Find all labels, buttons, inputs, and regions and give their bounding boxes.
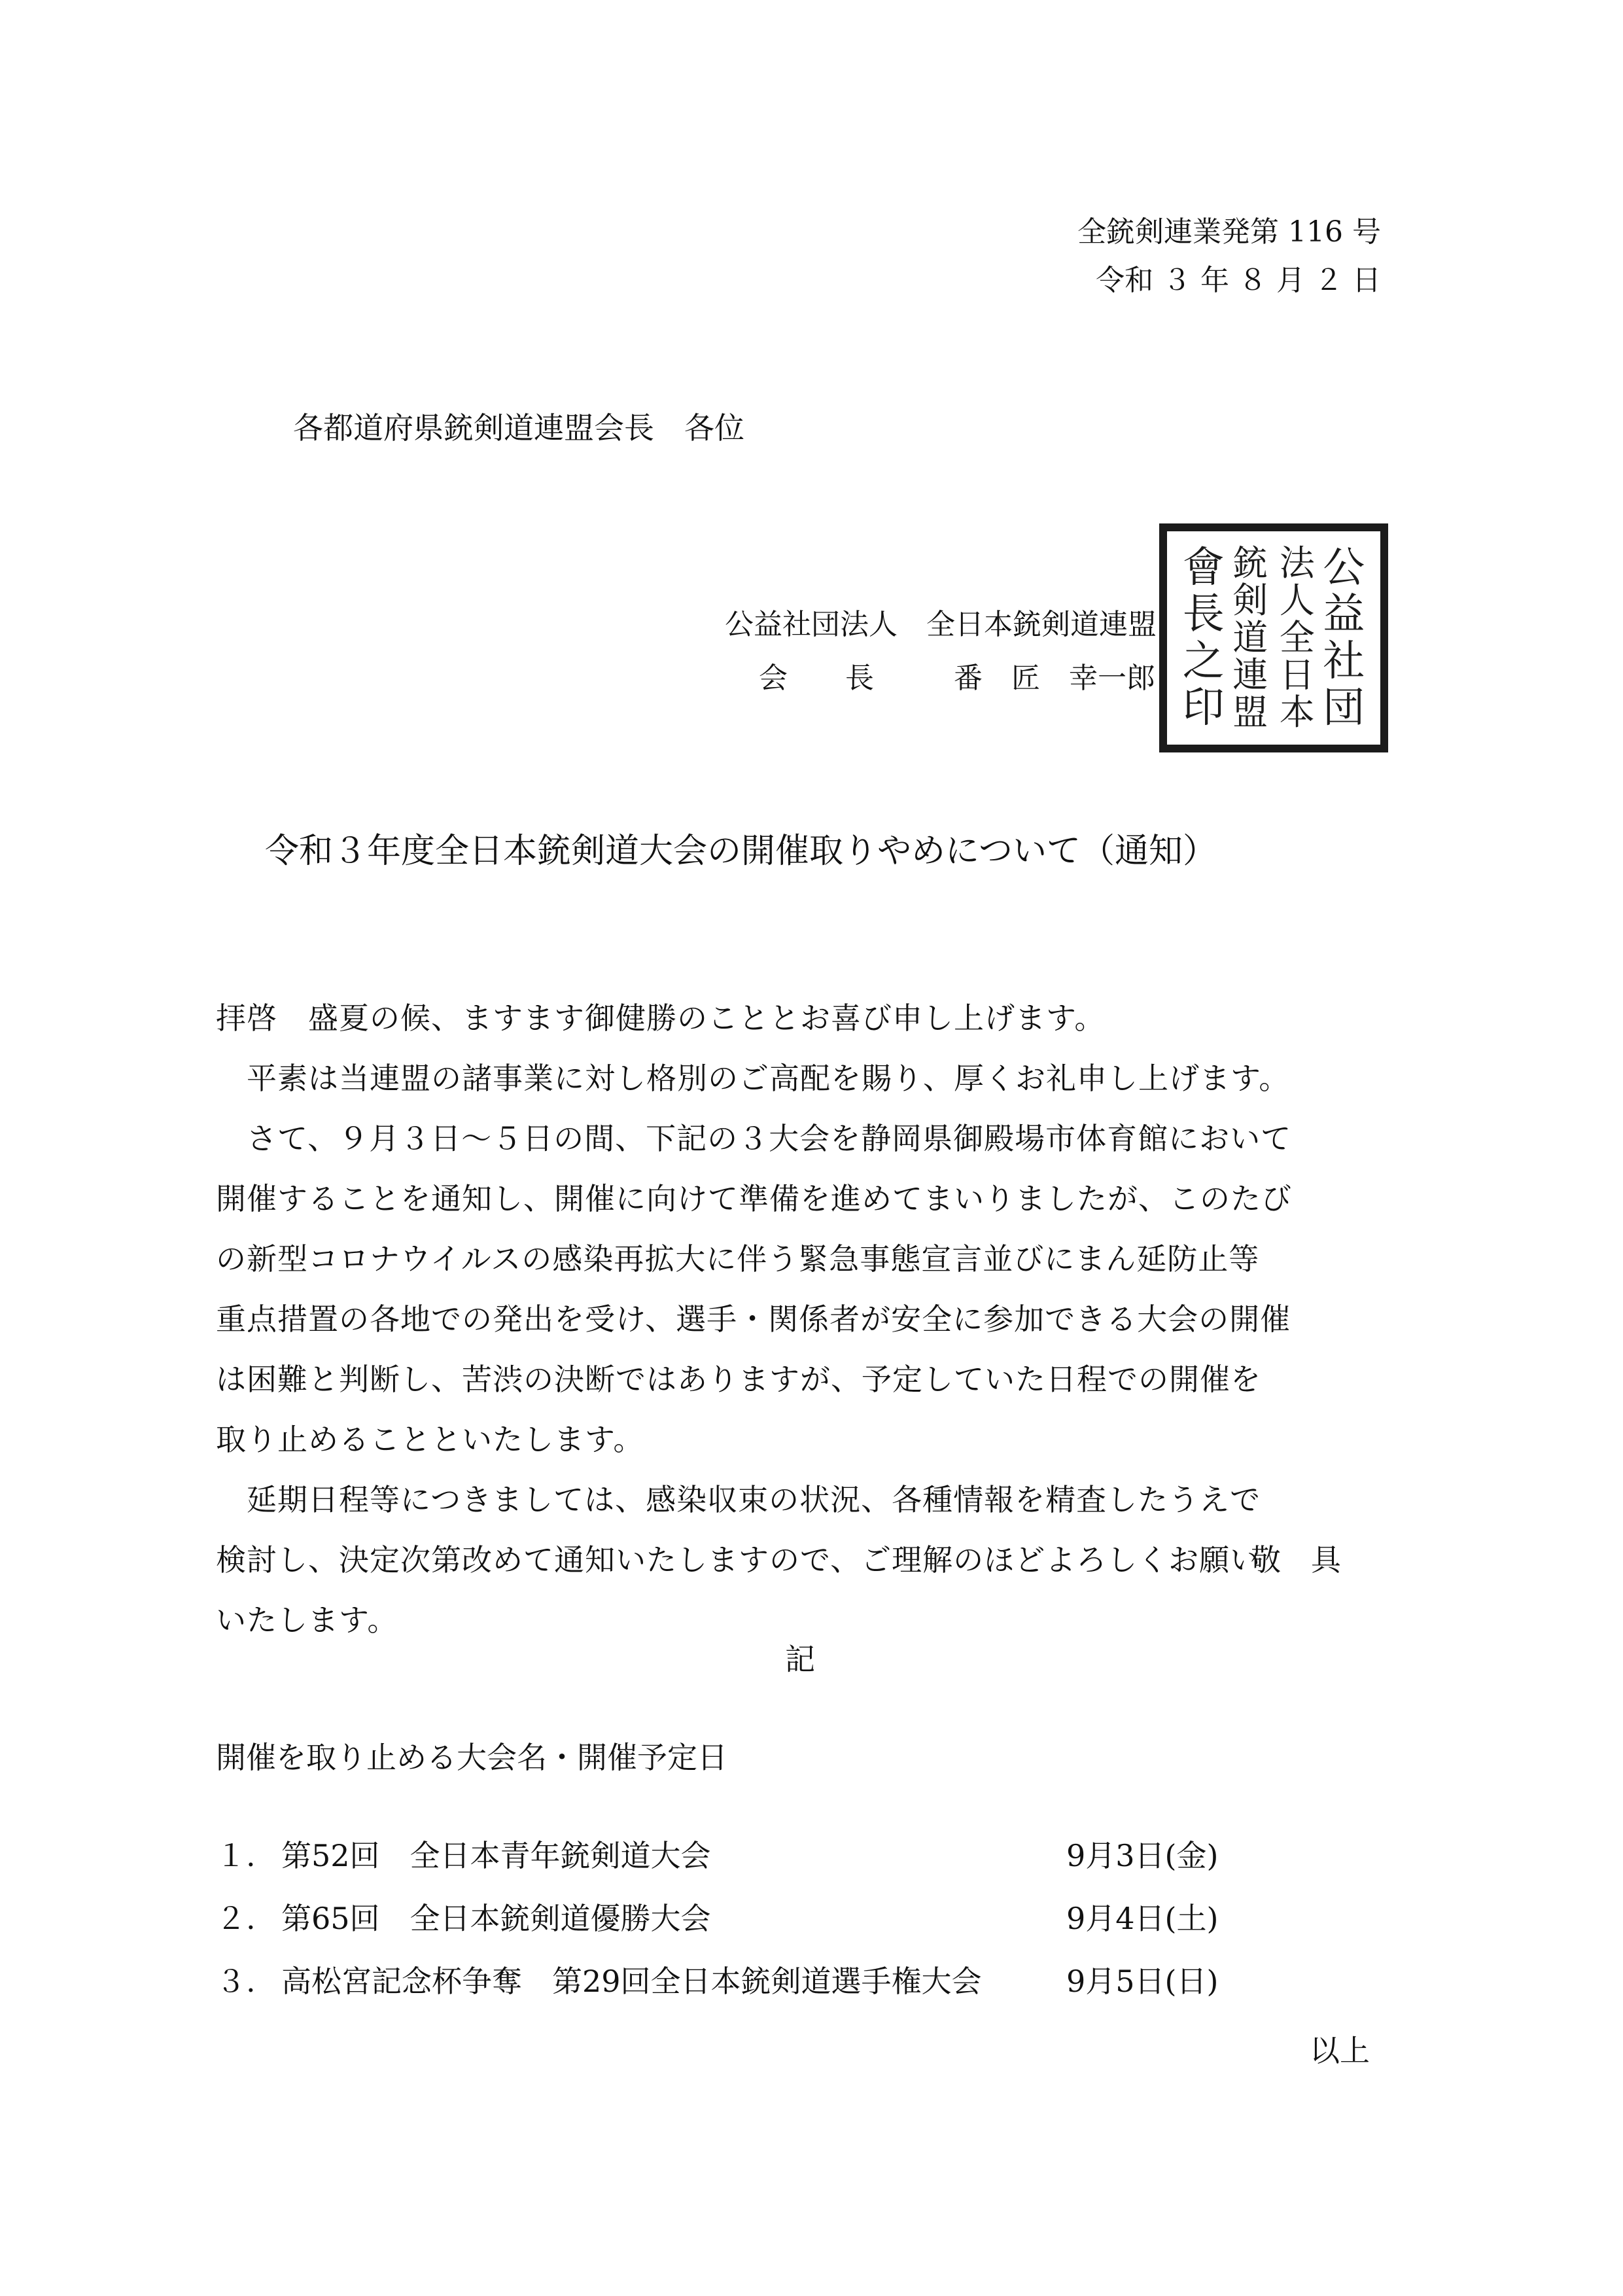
seal-column: 法 人 全 日 本 — [1279, 542, 1315, 733]
body-line: 延期日程等につきましては、感染収束の状況、各種情報を精査したうえで — [216, 1482, 1261, 1517]
tournament-date: 9月5日(日) — [1066, 1964, 1219, 1999]
seal-column: 會 長 之 印 — [1182, 543, 1225, 733]
body-line: 重点措置の各地での発出を受け、選手・関係者が安全に参加できる大会の開催 — [216, 1301, 1291, 1337]
body-line: の新型コロナウイルスの感染再拡大に伴う緊急事態宣言並びにまん延防止等 — [216, 1241, 1260, 1277]
tournament-date: 9月4日(土) — [1066, 1901, 1219, 1936]
tournament-name: 第65回 全日本銃剣道優勝大会 — [281, 1901, 711, 1936]
official-seal — [1159, 523, 1388, 752]
tournament-date: 9月3日(金) — [1066, 1838, 1219, 1873]
body-line: 検討し、決定次第改めて通知いたしますので、ご理解のほどよろしくお願い — [216, 1542, 1261, 1578]
ki-marker: 記 — [785, 1642, 815, 1677]
item-number: ３. — [216, 1964, 256, 1999]
body-line: いたします。 — [216, 1602, 398, 1638]
tournament-name: 高松宮記念杯争奪 第29回全日本銃剣道選手権大会 — [281, 1964, 982, 1999]
body-line: 平素は当連盟の諸事業に対し格別のご高配を賜り、厚くお礼申し上げます。 — [216, 1061, 1290, 1096]
seal-column: 公 益 社 団 — [1323, 543, 1365, 733]
document-number: 全銃剣連業発第 116 号 — [1077, 215, 1381, 249]
notice-title: 令和３年度全日本銃剣道大会の開催取りやめについて（通知） — [265, 832, 1217, 871]
body-line: は困難と判断し、苦渋の決断ではありますが、予定していた日程での開催を — [216, 1362, 1261, 1397]
body-line: 拝啓 盛夏の候、ますます御健勝のこととお喜び申し上げます。 — [216, 1000, 1106, 1036]
body-line: さて、９月３日～５日の間、下記の３大会を静岡県御殿場市体育館において — [216, 1121, 1292, 1156]
list-heading: 開催を取り止める大会名・開催予定日 — [216, 1740, 727, 1775]
end-marker: 以上 — [1310, 2033, 1370, 2068]
closing-keigu: 敬 具 — [1251, 1542, 1341, 1578]
recipient: 各都道府県銃剣道連盟会長 各位 — [293, 410, 744, 446]
sender-organization: 公益社団法人 全日本銃剣道連盟 — [725, 608, 1157, 641]
sender-name: 番 匠 幸一郎 — [954, 662, 1155, 695]
sender-role: 会 長 — [759, 662, 874, 695]
tournament-name: 第52回 全日本青年銃剣道大会 — [281, 1838, 711, 1873]
item-number: １. — [216, 1838, 256, 1873]
item-number: ２. — [216, 1901, 256, 1936]
seal-column: 銃 剣 道 連 盟 — [1232, 542, 1268, 733]
document-date: 令和 ３ 年 ８ 月 ２ 日 — [1096, 264, 1381, 297]
body-line: 開催することを通知し、開催に向けて準備を進めてまいりましたが、このたび — [216, 1181, 1292, 1216]
body-line: 取り止めることといたします。 — [216, 1422, 644, 1457]
